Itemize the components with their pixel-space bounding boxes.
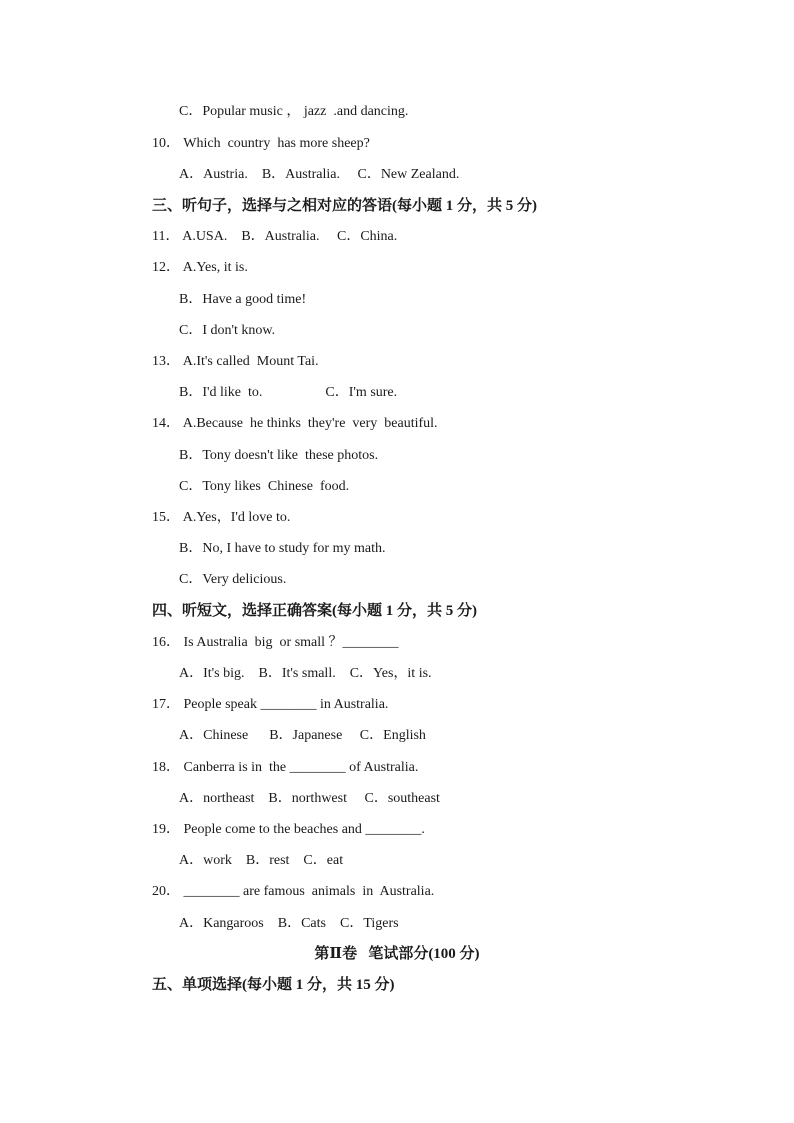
question-11: 11． A.USA. B．Australia. C．China. bbox=[152, 229, 398, 244]
q19-options: A．work B．rest C．eat bbox=[179, 853, 344, 868]
question-16: 16． Is Australia big or small ？________ bbox=[152, 635, 399, 650]
question-19: 19． People come to the beaches and ________. bbox=[152, 822, 425, 837]
section-3-heading: 三、听句子，选择与之相对应的答语(每小题 1 分，共 5 分) bbox=[152, 198, 537, 214]
q15-option-c: C．Very delicious. bbox=[179, 572, 287, 587]
q12-option-b: B．Have a good time! bbox=[179, 292, 307, 307]
q14-option-b: B．Tony doesn't like these photos. bbox=[179, 448, 379, 463]
q20-options: A．Kangaroos B．Cats C．Tigers bbox=[179, 916, 399, 931]
q13-options: B．I'd like to. C．I'm sure. bbox=[179, 385, 398, 400]
question-10: 10． Which country has more sheep? bbox=[152, 136, 370, 151]
q14-option-c: C．Tony likes Chinese food. bbox=[179, 479, 350, 494]
question-15: 15． A.Yes，I'd love to. bbox=[152, 510, 291, 525]
question-18: 18． Canberra is in the ________ of Australia. bbox=[152, 760, 419, 775]
q18-options: A．northeast B．northwest C．southeast bbox=[179, 791, 440, 806]
section-5-heading: 五、单项选择(每小题 1 分，共 15 分) bbox=[152, 977, 395, 993]
q16-options: A．It's big. B．It's small. C．Yes，it is. bbox=[179, 666, 432, 681]
q9-option-c: C．Popular music ， jazz .and dancing. bbox=[179, 104, 409, 119]
q10-options: A．Austria. B．Australia. C．New Zealand. bbox=[179, 167, 460, 182]
question-20: 20． ________ are famous animals in Australia. bbox=[152, 884, 435, 899]
q15-option-b: B．No, I have to study for my math. bbox=[179, 541, 386, 556]
question-17: 17． People speak ________ in Australia. bbox=[152, 697, 389, 712]
question-12: 12． A.Yes, it is. bbox=[152, 260, 248, 275]
question-14: 14． A.Because he thinks they're very beautiful. bbox=[152, 416, 438, 431]
q12-option-c: C．I don't know. bbox=[179, 323, 276, 338]
section-4-heading: 四、听短文，选择正确答案(每小题 1 分，共 5 分) bbox=[152, 603, 477, 619]
q17-options: A．Chinese B．Japanese C．English bbox=[179, 728, 426, 743]
part-2-heading: 第Ⅱ卷 笔试部分(100 分) bbox=[314, 946, 480, 962]
question-13: 13． A.It's called Mount Tai. bbox=[152, 354, 319, 369]
